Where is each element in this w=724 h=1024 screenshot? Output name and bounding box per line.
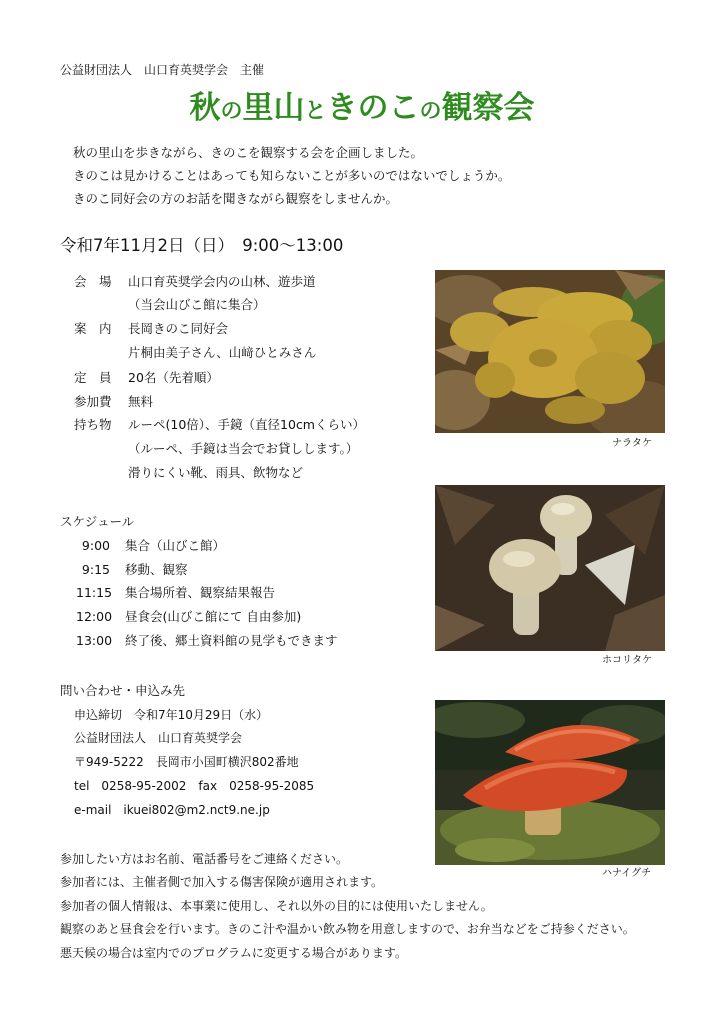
contact-line: 申込締切 令和7年10月29日（水） — [74, 708, 269, 722]
schedule-time: 12:00 — [76, 609, 113, 624]
schedule-item: 昼食会(山びこ館にて 自由参加) — [125, 609, 302, 624]
intro-line: きのこ同好会の方のお話を聞きながら観察をしませんか。 — [73, 191, 399, 206]
detail-value: 長岡きのこ同好会 — [128, 321, 229, 336]
title-part: 観察会 — [441, 90, 535, 126]
schedule-time: 9:15 — [81, 562, 110, 577]
photo-caption: ナラタケ — [612, 438, 652, 449]
detail-value: 20名（先着順） — [128, 370, 219, 385]
hanaiguchi-mushroom-photo — [435, 700, 665, 865]
schedule-item: 集合（山びこ館） — [125, 538, 226, 553]
detail-label: 定 員 — [74, 370, 112, 385]
detail-value: （ルーペ、手鏡は当会でお貸しします。） — [128, 441, 359, 456]
detail-value: ルーペ(10倍）、手鏡（直径10cmくらい） — [128, 417, 365, 432]
naratake-mushroom-photo — [435, 270, 665, 433]
schedule-item: 集合場所着、観察結果報告 — [125, 585, 276, 600]
schedule-heading: スケジュール — [60, 514, 135, 529]
detail-label: 案 内 — [74, 321, 112, 336]
organizer: 公益財団法人 山口育英奨学会 主催 — [60, 63, 265, 77]
note-line: 観察のあと昼食会を行います。きのこ汁や温かい飲み物を用意しますので、お弁当などをご持参ください。 — [60, 922, 635, 936]
contact-heading: 問い合わせ・申込み先 — [60, 683, 186, 698]
contact-line: tel 0258-95-2002 fax 0258-95-2085 — [74, 779, 315, 793]
contact-line: 〒949-5222 長岡市小国町横沢802番地 — [74, 755, 299, 769]
schedule-time: 11:15 — [76, 585, 113, 600]
contact-line: 公益財団法人 山口育英奨学会 — [74, 731, 243, 745]
puffball-mushroom-photo — [435, 485, 665, 651]
intro-line: きのこは見かけることはあっても知らないことが多いのではないでしょうか。 — [73, 168, 511, 183]
title-part: 里山 — [242, 90, 305, 126]
event-date: 令和7年11月2日（日） 9:00〜13:00 — [60, 236, 344, 255]
detail-value: 片桐由美子さん、山﨑ひとみさん — [128, 345, 317, 360]
schedule-time: 13:00 — [76, 633, 113, 648]
note-line: 参加者の個人情報は、本事業に使用し、それ以外の目的には使用いたしません。 — [60, 899, 493, 913]
detail-value: （当会山びこ館に集合） — [128, 297, 266, 312]
schedule-time: 9:00 — [81, 538, 110, 553]
detail-value: 山口育英奨学会内の山林、遊歩道 — [128, 274, 316, 289]
note-line: 参加したい方はお名前、電話番号をご連絡ください。 — [60, 852, 349, 866]
title-part: の — [419, 99, 442, 124]
title-part: 秋 — [189, 90, 221, 126]
detail-value: 無料 — [128, 394, 154, 409]
contact-email[interactable]: e-mail ikuei802@m2.nct9.ne.jp — [74, 803, 270, 817]
intro-line: 秋の里山を歩きながら、きのこを観察する会を企画しました。 — [73, 145, 424, 160]
photo-caption: ハナイグチ — [602, 868, 652, 879]
schedule-item: 移動、観察 — [125, 562, 188, 577]
detail-label: 会 場 — [74, 274, 112, 289]
page-title — [0, 88, 724, 132]
detail-label: 参加費 — [74, 394, 112, 409]
detail-value: 滑りにくい靴、雨具、飲物など — [128, 465, 304, 480]
title-part: きのこ — [326, 90, 420, 126]
note-line: 悪天候の場合は室内でのプログラムに変更する場合があります。 — [60, 946, 407, 960]
detail-label: 持ち物 — [74, 417, 112, 432]
schedule-item: 終了後、郷土資料館の見学もできます — [125, 633, 338, 648]
title-part: の — [220, 99, 243, 124]
title-part: と — [304, 99, 327, 124]
note-line: 参加者には、主催者側で加入する傷害保険が適用されます。 — [60, 875, 384, 889]
photo-caption: ホコリタケ — [602, 655, 652, 666]
